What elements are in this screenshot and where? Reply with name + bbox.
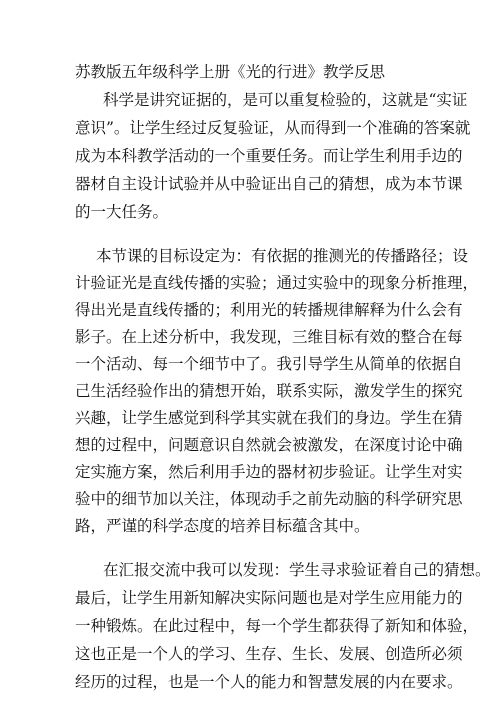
paragraph-3-line-2: 最后，让学生用新知解决实际问题也是对学生应用能力的 [75, 589, 463, 607]
paragraph-1-line-1: 科学是讲究证据的，是可以重复检验的，这就是“实证 [103, 91, 468, 109]
paragraph-3-line-1: 在汇报交流中我可以发现：学生寻求验证着自己的猜想。 [103, 561, 491, 579]
paragraph-3-line-5: 经历的过程，也是一个人的能力和智慧发展的内在要求。 [75, 673, 463, 691]
paragraph-2-line-4: 影子。在上述分析中，我发现，三维目标有效的整合在每 [75, 328, 463, 346]
paragraph-2-line-11: 路，严谨的科学态度的培养目标蕴含其中。 [75, 517, 370, 535]
paragraph-2-line-6: 己生活经验作出的猜想开始，联系实际，激发学生的探究 [75, 382, 463, 400]
paragraph-1-line-3: 成为本科教学活动的一个重要任务。而让学生利用手边的 [75, 147, 463, 165]
paragraph-1-line-5: 的一大任务。 [75, 203, 169, 221]
paragraph-2-line-10: 验中的细节加以关注，体现动手之前先动脑的科学研究思 [75, 490, 463, 508]
paragraph-2-line-8: 想的过程中，问题意识自然就会被激发，在深度讨论中确 [75, 436, 463, 454]
paragraph-2-line-7: 兴趣，让学生感觉到科学其实就在我们的身边。学生在猜 [75, 409, 463, 427]
paragraph-2-line-3: 得出光是直线传播的；利用光的转播规律解释为什么会有 [75, 301, 463, 319]
paragraph-1-line-4: 器材自主设计试验并从中验证出自己的猜想，成为本节课 [75, 175, 463, 193]
paragraph-1-line-2: 意识”。让学生经过反复验证，从而得到一个准确的答案就 [75, 119, 471, 137]
paragraph-2-line-2: 计验证光是直线传播的实验；通过实验中的现象分析推理， [75, 274, 479, 292]
paragraph-2-line-9: 定实施方案，然后利用手边的器材初步验证。让学生对实 [75, 463, 463, 481]
document-title: 苏教版五年级科学上册《光的行进》教学反思 [75, 63, 386, 81]
paragraph-2-line-5: 一个活动、每一个细节中了。我引导学生从简单的依据自 [75, 355, 463, 373]
paragraph-2-line-1: 本节课的目标设定为：有依据的推测光的传播路径；设 [96, 247, 469, 265]
paragraph-3-line-3: 一种锻炼。在此过程中，每一个学生都获得了新知和体验， [75, 617, 479, 635]
paragraph-3-line-4: 这也正是一个人的学习、生存、生长、发展、创造所必须 [75, 645, 463, 663]
